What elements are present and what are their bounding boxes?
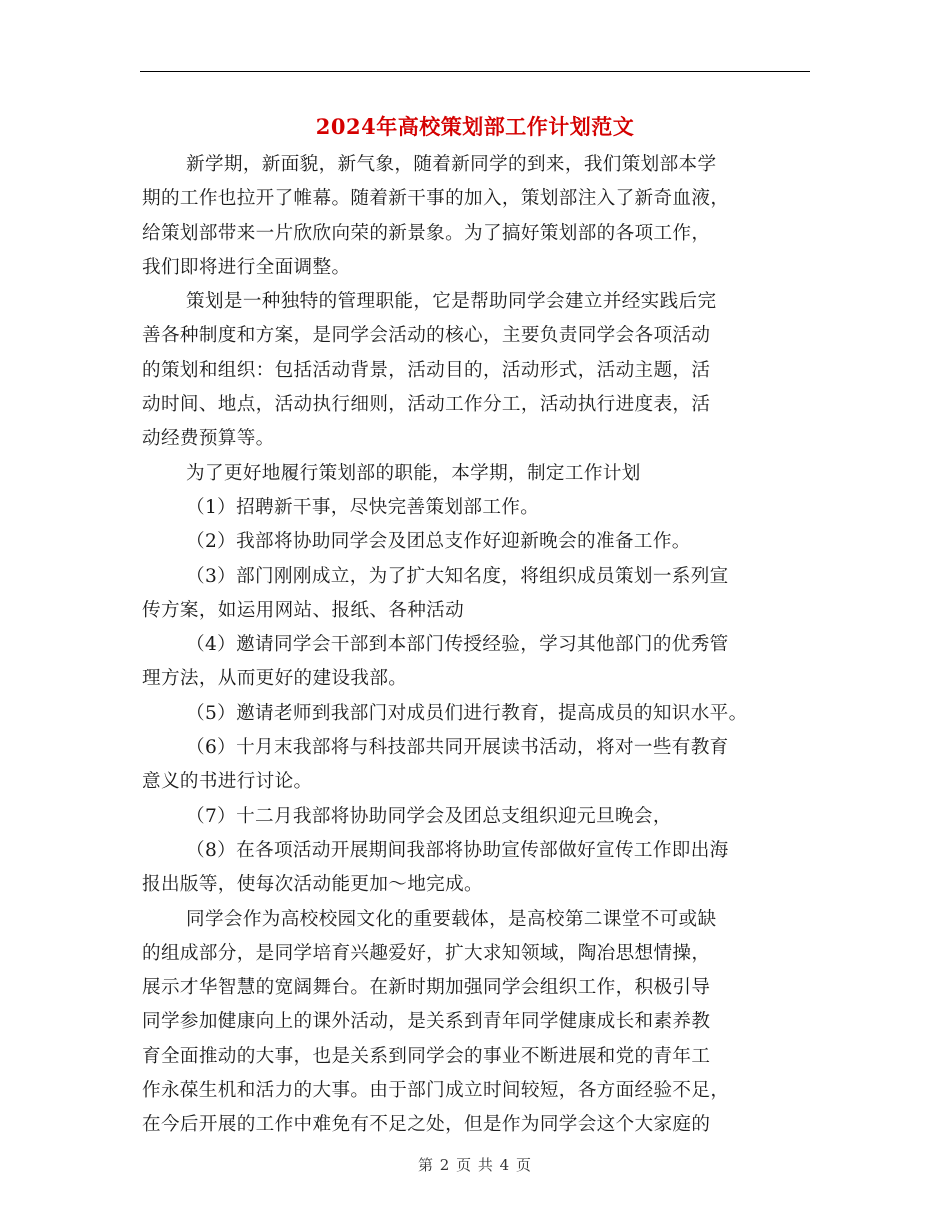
document-title: 2024年高校策划部工作计划范文 [315,114,635,139]
text-line: （1）招聘新干事，尽快完善策划部工作。 [186,496,540,518]
text-line: 育全面推动的大事，也是关系到同学会的事业不断进展和党的青年工 [142,1045,711,1067]
text-line: 意义的书进行讨论。 [142,771,313,793]
text-line: （3）部门刚刚成立，为了扩大知名度，将组织成员策划一系列宣 [186,565,729,587]
text-line: 的策划和组织：包括活动背景，活动目的，活动形式，活动主题，活 [142,359,711,381]
text-line: 传方案，如运用网站、报纸、各种活动 [142,599,465,621]
text-line: 给策划部带来一片欣欣向荣的新景象。为了搞好策划部的各项工作， [142,222,711,244]
page-footer: 第 2 页 共 4 页 [418,1156,532,1174]
text-line: 我们即将进行全面调整。 [142,256,351,278]
text-line: 的组成部分，是同学培育兴趣爱好，扩大求知领域，陶冶思想情操， [142,942,711,964]
text-line: （6）十月末我部将与科技部共同开展读书活动，将对一些有教育 [186,737,729,759]
text-line: 同学会作为高校校园文化的重要载体，是高校第二课堂不可或缺 [186,908,717,930]
text-line: （8）在各项活动开展期间我部将协助宣传部做好宣传工作即出海 [186,839,729,861]
text-line: 策划是一种独特的管理职能，它是帮助同学会建立并经实践后完 [186,291,717,313]
text-line: （5）邀请老师到我部门对成员们进行教育，提高成员的知识水平。 [186,702,748,724]
text-line: 善各种制度和方案，是同学会活动的核心，主要负责同学会各项活动 [142,325,711,347]
text-line: 理方法，从而更好的建设我部。 [142,668,408,690]
text-line: 新学期，新面貌，新气象，随着新同学的到来，我们策划部本学 [186,154,717,175]
text-line: （7）十二月我部将协助同学会及团总支组织迎元旦晚会， [186,805,672,827]
text-line: 报出版等，使每次活动能更加～地完成。 [142,874,483,896]
text-line: 为了更好地履行策划部的职能，本学期，制定工作计划 [186,462,641,484]
text-line: 同学参加健康向上的课外活动，是关系到青年同学健康成长和素养教 [142,1011,711,1033]
text-line: 期的工作也拉开了帷幕。随着新干事的加入，策划部注入了新奇血液， [142,188,730,210]
text-line: 动经费预算等。 [142,428,275,450]
document-body [142,148,810,1143]
text-line: （2）我部将协助同学会及团总支作好迎新晚会的准备工作。 [186,531,691,553]
text-line: 展示才华智慧的宽阔舞台。在新时期加强同学会组织工作，积极引导 [142,977,711,999]
text-line: 在今后开展的工作中难免有不足之处，但是作为同学会这个大家庭的 [142,1114,711,1136]
text-line: 作永葆生机和活力的大事。由于部门成立时间较短，各方面经验不足， [142,1080,730,1102]
text-line: （4）邀请同学会干部到本部门传授经验，学习其他部门的优秀管 [186,634,729,656]
text-line: 动时间、地点，活动执行细则，活动工作分工，活动执行进度表，活 [142,394,711,416]
header-rule [140,71,810,72]
